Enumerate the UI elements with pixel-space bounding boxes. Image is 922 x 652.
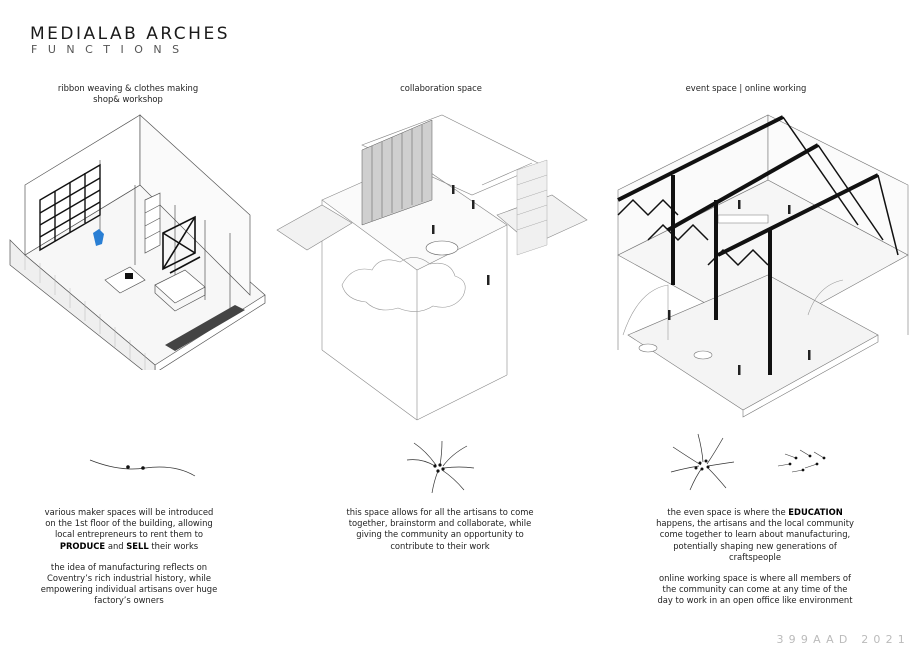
column-1-paragraph-1-text: various maker spaces will be introduced on the 1st floor of the building, allowing local entrepreneurs to rent them to: [44, 507, 214, 540]
column-3-paragraph-1: [654, 507, 856, 563]
column-2-heading: [341, 83, 541, 94]
column-1-paragraph-1-mid: and: [105, 540, 127, 551]
column-1-paragraph-1-end: their works: [148, 540, 199, 551]
column-1-paragraph-2: the idea of manufacturing reflects on Coventry’s rich industrial history, while empowering individual artisans over huge factory’s owners: [40, 561, 218, 606]
column-2-description: [342, 507, 538, 562]
page-title: MEDIALAB ARCHES: [30, 24, 230, 44]
collaboration-converge-diagram: [402, 438, 477, 496]
produce-sell-flow-diagram: [85, 448, 200, 480]
collaboration-space-drawing: [272, 105, 602, 425]
column-3-paragraph-1-text: the even space is where the: [667, 507, 789, 517]
column-1-paragraph-1: [40, 507, 218, 552]
column-3-description: [654, 507, 856, 617]
produce-emphasis: PRODUCE: [59, 540, 106, 551]
education-flow-diagram: [668, 432, 738, 494]
column-3-paragraph-1-end: happens, the artisans and the local community come together to learn about manufacturing, potentially shaping new generations of craftspeople: [656, 518, 854, 562]
sell-emphasis: SELL: [126, 540, 149, 551]
column-2-heading-line1: collaboration space: [400, 83, 482, 93]
column-1-heading-line1: ribbon weaving & clothes making: [57, 83, 199, 93]
column-1-heading-line2: shop& workshop: [93, 94, 163, 104]
column-1-description: [40, 507, 218, 617]
education-emphasis: EDUCATION: [788, 507, 843, 517]
column-2-paragraph-1: this space allows for all the artisans to come together, brainstorm and collaborate, while giving the community an opportunity to contribute to their work: [346, 507, 534, 551]
column-3-heading: [646, 83, 846, 94]
page-subtitle: FUNCTIONS: [31, 43, 190, 56]
online-working-flow-diagram: [770, 446, 830, 478]
column-3-heading-line1: event space | online working: [685, 83, 807, 93]
column-1-heading: [28, 83, 228, 105]
workshop-axonometric-drawing: [5, 105, 275, 370]
column-3-paragraph-2: online working space is where all members of the community can come at any time of the day to work in an open office like environment: [657, 573, 853, 606]
event-space-drawing: [608, 105, 913, 425]
footer-code: 399AAD 2021: [776, 633, 910, 646]
